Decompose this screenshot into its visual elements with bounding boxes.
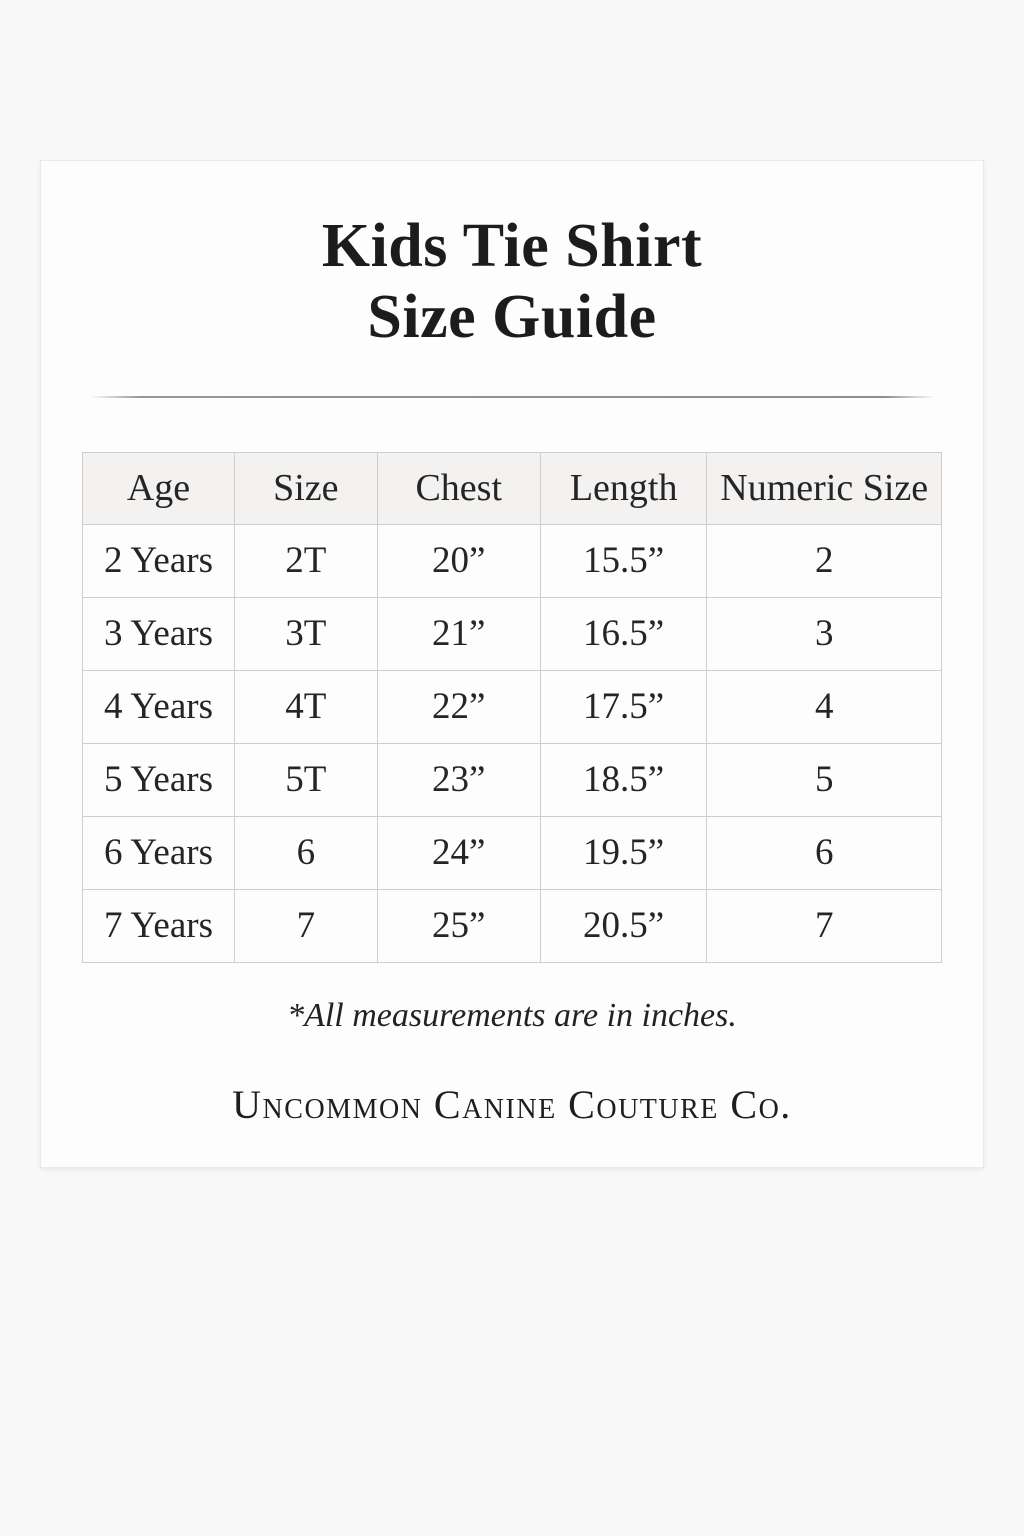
cell-size: 3T bbox=[235, 597, 378, 670]
cell-numeric-size: 4 bbox=[707, 670, 942, 743]
cell-age: 7 Years bbox=[83, 889, 235, 962]
header-age: Age bbox=[83, 452, 235, 524]
cell-chest: 23” bbox=[377, 743, 540, 816]
table-row bbox=[83, 889, 942, 962]
cell-length: 17.5” bbox=[540, 670, 707, 743]
size-guide-card bbox=[40, 160, 984, 1168]
cell-age: 6 Years bbox=[83, 816, 235, 889]
cell-size: 6 bbox=[235, 816, 378, 889]
cell-chest: 22” bbox=[377, 670, 540, 743]
cell-length: 18.5” bbox=[540, 743, 707, 816]
cell-numeric-size: 7 bbox=[707, 889, 942, 962]
brand-name: Uncommon Canine Couture Co. bbox=[232, 1081, 792, 1127]
cell-age: 5 Years bbox=[83, 743, 235, 816]
cell-length: 16.5” bbox=[540, 597, 707, 670]
cell-chest: 20” bbox=[377, 524, 540, 597]
cell-length: 19.5” bbox=[540, 816, 707, 889]
cell-age: 2 Years bbox=[83, 524, 235, 597]
cell-chest: 25” bbox=[377, 889, 540, 962]
cell-age: 4 Years bbox=[83, 670, 235, 743]
title-line-1: Kids Tie Shirt bbox=[321, 212, 703, 280]
cell-size: 4T bbox=[235, 670, 378, 743]
table-row bbox=[83, 743, 942, 816]
cell-age: 3 Years bbox=[83, 597, 235, 670]
size-table bbox=[82, 452, 942, 963]
cell-chest: 21” bbox=[377, 597, 540, 670]
cell-length: 20.5” bbox=[540, 889, 707, 962]
header-size: Size bbox=[235, 452, 378, 524]
title-line-2: Size Guide bbox=[367, 283, 657, 352]
cell-length: 15.5” bbox=[540, 524, 707, 597]
cell-numeric-size: 5 bbox=[707, 743, 942, 816]
cell-numeric-size: 2 bbox=[707, 524, 942, 597]
cell-size: 2T bbox=[235, 524, 378, 597]
page-title bbox=[41, 161, 983, 354]
size-table-header bbox=[83, 452, 942, 524]
header-length: Length bbox=[540, 452, 707, 524]
cell-size: 7 bbox=[235, 889, 378, 962]
cell-numeric-size: 6 bbox=[707, 816, 942, 889]
header-row bbox=[83, 452, 942, 524]
cell-chest: 24” bbox=[377, 816, 540, 889]
table-row bbox=[83, 670, 942, 743]
title-divider bbox=[90, 396, 935, 398]
table-row bbox=[83, 597, 942, 670]
header-chest: Chest bbox=[377, 452, 540, 524]
cell-size: 5T bbox=[235, 743, 378, 816]
size-table-body bbox=[83, 524, 942, 962]
cell-numeric-size: 3 bbox=[707, 597, 942, 670]
header-numeric-size: Numeric Size bbox=[707, 452, 942, 524]
measurement-note: *All measurements are in inches. bbox=[287, 996, 737, 1034]
table-row bbox=[83, 524, 942, 597]
table-row bbox=[83, 816, 942, 889]
